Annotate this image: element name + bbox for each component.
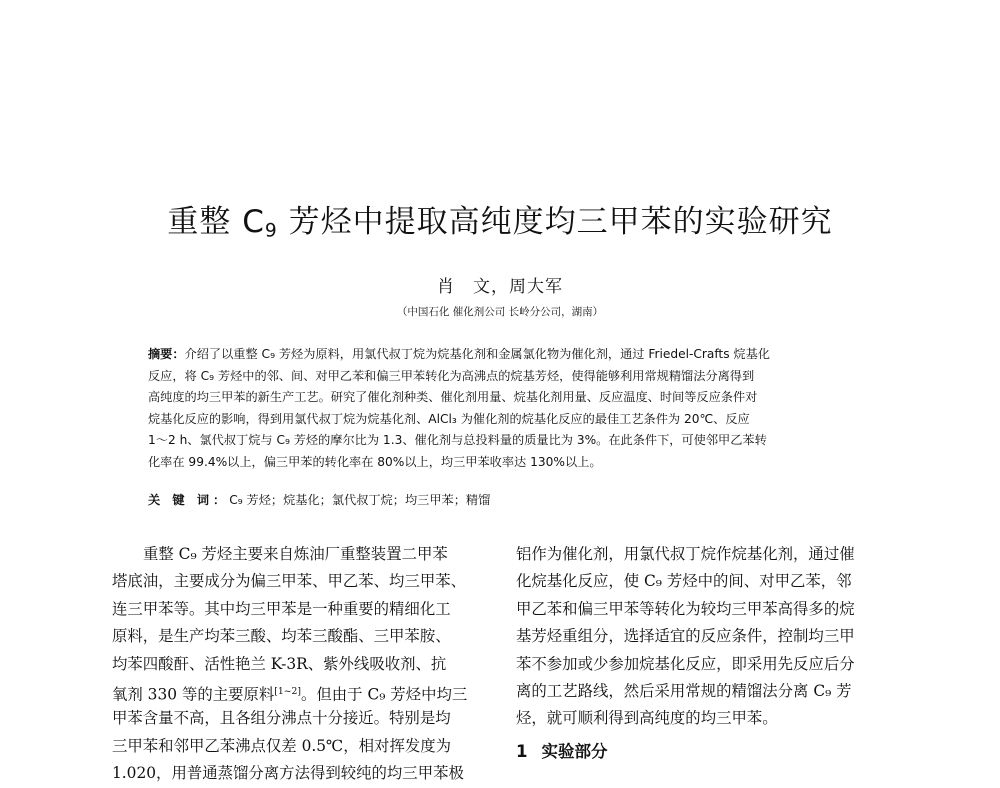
abstract-line: 1～2 h、氯代叔丁烷与 C₉ 芳烃的摩尔比为 1.3、催化剂与总投料量的质量比为 3%。在此条件下，可使邻甲乙苯转 [148, 433, 767, 448]
body-line: 重整 C₉ 芳烃主要来自炼油厂重整装置二甲苯 [143, 545, 448, 563]
body-line: 化烷基化反应，使 C₉ 芳烃中的间、对甲乙苯，邻 [516, 572, 852, 591]
keywords-label: 关 键 词： [148, 493, 230, 507]
body-line: 铝作为催化剂，用氯代叔丁烷作烷基化剂，通过催 [516, 545, 855, 563]
body-line: 甲苯含量不高，且各组分沸点十分接近。特别是均 [112, 709, 451, 728]
section-number: 1 [516, 742, 528, 761]
body-line: 塔底油，主要成分为偏三甲苯、甲乙苯、均三甲苯、 [112, 572, 466, 591]
keywords-text: C₉ 芳烃；烷基化；氯代叔丁烷；均三甲苯；精馏 [229, 493, 491, 507]
body-line: 甲乙苯和偏三甲苯等转化为较均三甲苯高得多的烷 [516, 599, 855, 618]
body-line: 原料，是生产均苯三酸、均苯三酸酯、三甲苯胺、 [112, 627, 451, 646]
reference-mark[interactable]: [1~2] [274, 685, 301, 697]
body-line: 氧剂 330 等的主要原料[1~2]。但由于 C₉ 芳烃中均三 [112, 685, 468, 704]
abstract [148, 344, 858, 474]
body-left-column [112, 541, 482, 788]
authors: 肖 文，周大军 [437, 277, 563, 297]
body-line: 基芳烃重组分，选择适宜的反应条件，控制均三甲 [516, 627, 855, 646]
section-heading [516, 738, 607, 762]
abstract-line: 高纯度的均三甲苯的新生产工艺。研究了催化剂种类、催化剂用量、烷基化剂用量、反应温度、时间等反应条件对 [148, 390, 758, 405]
body-line: 烃，就可顺利得到高纯度的均三甲苯。 [516, 709, 778, 728]
body-line: 三甲苯和邻甲乙苯沸点仅差 0.5℃，相对挥发度为 [112, 736, 452, 755]
body-line: 连三甲苯等。其中均三甲苯是一种重要的精细化工 [112, 599, 451, 618]
abstract-line: 化率在 99.4%以上，偏三甲苯的转化率在 80%以上，均三甲苯收率达 130%以上。 [148, 454, 602, 469]
abstract-line: 介绍了以重整 C₉ 芳烃为原料，用氯代叔丁烷为烷基化剂和金属氯化物为催化剂，通过 Friedel-Crafts 烷基化 [184, 347, 770, 361]
body-line: 苯不参加或少参加烷基化反应，即采用先反应后分 [516, 654, 855, 673]
abstract-line: 反应，将 C₉ 芳烃中的邻、间、对甲乙苯和偏三甲苯转化为高沸点的烷基芳烃，使得能够利用常规精馏法分离得到 [148, 368, 755, 383]
body-line: 均苯四酸酐、活性艳兰 K-3R、紫外线吸收剂、抗 [112, 654, 447, 673]
keywords [148, 491, 858, 508]
abstract-line: 烷基化反应的影响，得到用氯代叔丁烷为烷基化剂、AlCl₃ 为催化剂的烷基化反应的最佳工艺条件为 20℃、反应 [148, 411, 750, 426]
body-line: 1.020，用普通蒸馏分离方法得到较纯的均三甲苯极 [112, 764, 464, 783]
body-line: 离的工艺路线，然后采用常规的精馏法分离 C₉ 芳 [516, 681, 852, 700]
paper-title: 重整 $C_9$ 芳烃中提取高纯度均三甲苯的实验研究 [167, 204, 833, 242]
body-right-column [516, 541, 886, 733]
affiliation: （中国石化 催化剂公司 长岭分公司，湖南） [396, 306, 604, 318]
section-title: 实验部分 [541, 742, 608, 761]
abstract-label: 摘要： [148, 347, 185, 361]
